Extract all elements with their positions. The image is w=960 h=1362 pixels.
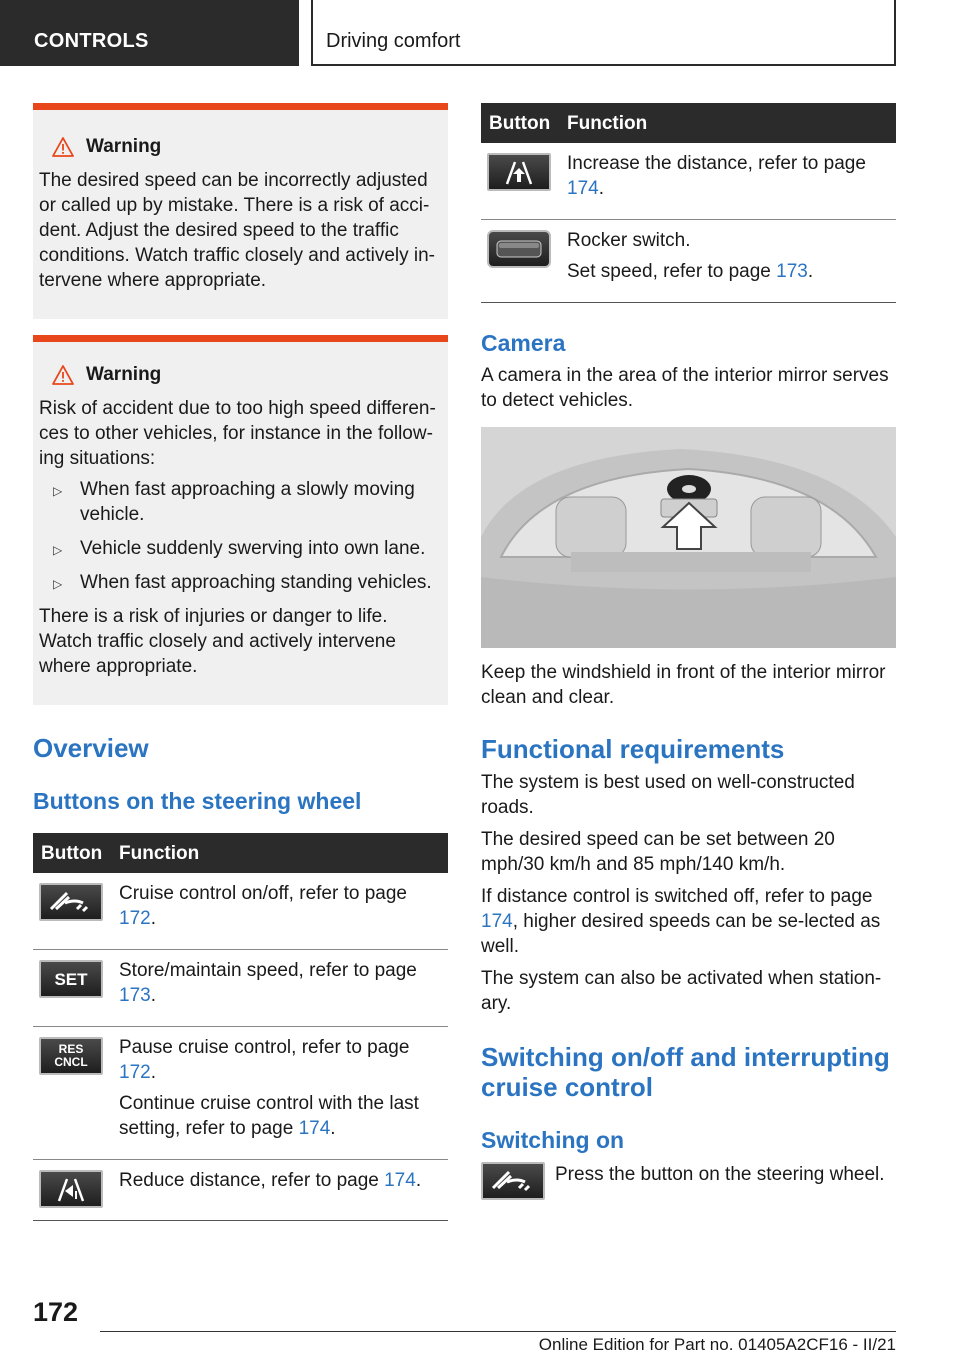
footer-edition: Online Edition for Part no. 01405A2CF16 - II/21 [538,1335,896,1354]
table-row [33,950,448,1027]
warning-intro: Risk of accident due to too high speed differen-ces to other vehicles, for instance in the follow-ing situations: [39,398,436,469]
right-column [481,103,896,1200]
function-cell: Rocker switch. Set speed, refer to page 173. [567,220,896,303]
page-link[interactable]: 172 [119,908,151,929]
warning-box-1 [33,103,448,319]
bullet-triangle-icon: ▷ [53,577,63,591]
increase-distance-icon [487,153,551,191]
function-cell: Reduce distance, refer to page 174. [119,1160,448,1221]
chapter-tab [311,0,896,66]
warning-text: The desired speed can be incorrectly adjusted or called up by mistake. There is a risk of acci-dent. Adjust the desired speed to the traffic conditions. Watch traffic closely and actively in-tervene where appropriate. [39,170,436,291]
list-item: ▷ When fast approaching standing vehicles. [53,570,441,595]
warning-outro: There is a risk of injuries or danger to life. Watch traffic closely and actively intervene where appropriate. [39,606,396,677]
rocker-switch-icon [487,230,551,268]
functional-requirements-heading: Functional requirements [481,734,785,764]
buttons-subheading: Buttons on the steering wheel [33,788,362,814]
warning-list [53,477,441,595]
chapter-title: Driving comfort [326,30,461,52]
table-header [33,833,448,873]
reduce-distance-icon [39,1170,103,1208]
table-row [481,143,896,220]
function-cell: Increase the distance, refer to page 174. [567,143,896,220]
paragraph: The desired speed can be set between 20 mph/30 km/h and 85 mph/140 km/h. [481,829,835,875]
warning-title: Warning [86,364,162,385]
section-title: CONTROLS [34,30,149,52]
camera-illustration [481,427,896,648]
col-function-header: Function [567,103,896,143]
table-row [33,1160,448,1221]
left-column [33,103,448,1221]
overview-heading: Overview [33,733,149,763]
warning-title: Warning [86,136,162,157]
page-link[interactable]: 174 [567,178,599,199]
paragraph: The system can also be activated when station-ary. [481,968,882,1014]
warning-heading [52,362,441,387]
warning-heading [52,134,441,159]
warning-icon [52,365,74,385]
cruise-control-icon [481,1162,545,1200]
paragraph: The system is best used on well-constructed roads. [481,772,855,818]
res-cncl-button-icon: RES CNCL [39,1037,103,1075]
warning-box-2 [33,335,448,705]
page-link[interactable]: 172 [119,1062,151,1083]
switching-on-text: Press the button on the steering wheel. [555,1164,885,1185]
section-tab [0,0,299,66]
list-item: ▷ Vehicle suddenly swerving into own lane. [53,536,441,561]
page-number: 172 [33,1297,79,1327]
set-button-icon: SET [39,960,103,998]
warning-icon [52,137,74,157]
table-row [481,220,896,303]
page-link[interactable]: 173 [776,261,808,282]
function-cell: Pause cruise control, refer to page 172. Continue cruise control with the last setting, refer to page 174. [119,1027,448,1160]
camera-after-text: Keep the windshield in front of the interior mirror clean and clear. [481,662,886,708]
page-link[interactable]: 174 [481,911,513,932]
page-link[interactable]: 174 [298,1118,331,1139]
col-function-header: Function [119,833,448,873]
table-row [33,1027,448,1160]
function-cell: Store/maintain speed, refer to page 173. [119,950,448,1027]
page-link[interactable]: 174 [384,1170,416,1191]
col-button-header: Button [481,103,567,143]
switching-on-row [481,1162,896,1200]
switching-on-subheading: Switching on [481,1127,625,1153]
table-header [481,103,896,143]
bullet-triangle-icon: ▷ [53,543,63,557]
camera-heading: Camera [481,330,566,356]
buttons-table-continued [481,103,896,303]
switching-heading: Switching on/off and interrupting cruise control [481,1042,890,1102]
list-item: ▷ When fast approaching a slowly moving vehicle. [53,479,415,525]
col-button-header: Button [33,833,119,873]
camera-text: A camera in the area of the interior mirror serves to detect vehicles. [481,365,889,411]
buttons-table [33,833,448,1221]
page-link[interactable]: 173 [119,985,151,1006]
function-cell: Cruise control on/off, refer to page 172. [119,873,448,950]
paragraph: If distance control is switched off, refer to page 174, higher desired speeds can be se-lected as well. [481,886,881,957]
table-row [33,873,448,950]
cruise-control-icon [39,883,103,921]
bullet-triangle-icon: ▷ [53,484,63,498]
